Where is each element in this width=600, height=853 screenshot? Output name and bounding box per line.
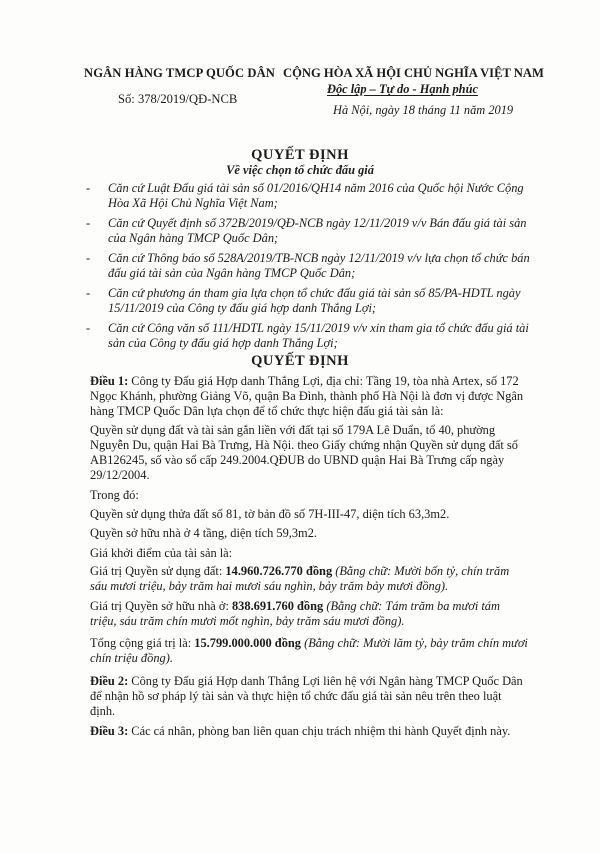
land-use-right: Quyền sử dụng thửa đất số 81, tờ bản đồ số 7H-III-47, diện tích 63,3m2. — [90, 507, 450, 521]
bullet-dash: - — [86, 321, 91, 335]
price-house: Giá trị Quyền sở hữu nhà ở: 838.691.760 đồng (Bằng chữ: Tám trăm ba mươi tám triệu, sáu trăm chín mươi mốt nghìn, bảy trăm sáu mươi đồng). — [90, 599, 500, 628]
issuing-organization: NGÂN HÀNG TMCP QUỐC DÂN — [84, 66, 275, 80]
price-house-amount: 838.691.760 đồng — [231, 599, 324, 613]
starting-price-label: Giá khởi điểm của tài sản là: — [90, 546, 233, 560]
issue-date: Hà Nội, ngày 18 tháng 11 năm 2019 — [333, 103, 514, 117]
legal-basis-item: - Căn cứ Luật Đấu giá tài sản số 01/2016/QH14 năm 2016 của Quốc hội Nước Cộng Hòa Xã Hội Chủ Nghĩa Việt Nam; — [86, 181, 524, 210]
legal-basis-item: - Căn cứ Quyết định số 372B/2019/QĐ-NCB ngày 12/11/2019 v/v Bán đấu giá tài sản của Ngân hàng TMCP Quốc Dân; — [86, 216, 527, 245]
bullet-dash: - — [86, 181, 91, 195]
document-subtitle: Về việc chọn tổ chức đấu giá — [226, 163, 374, 177]
price-land-use: Giá trị Quyền sử dụng đất: 14.960.726.770 đồng (Bằng chữ: Mười bốn tỷ, chín trăm sáu mươi triệu, bảy trăm hai mươi sáu nghìn, bảy trăm bảy mươi đồng). — [90, 564, 510, 593]
bullet-dash: - — [86, 216, 91, 230]
legal-bases-list — [86, 181, 546, 356]
price-total-amount: 15.799.000.000 đồng — [194, 636, 301, 650]
article-1-label: Điều 1: — [90, 374, 129, 388]
article-3-label: Điều 3: — [90, 724, 129, 738]
article-1: Điều 1: Công ty Đấu giá Hợp danh Thắng Lợi, địa chỉ: Tầng 19, tòa nhà Artex, số 172 Ngọc Khánh, phường Giảng Võ, quận Ba Đình, thành phố Hà Nội là đơn vị được Ngân hàng TMCP Quốc Dân lựa chọn để tổ chức thực hiện đấu giá tài sản là: — [90, 374, 524, 418]
legal-basis-item: - Căn cứ Thông báo số 528A/2019/TB-NCB ngày 12/11/2019 v/v lựa chọn tổ chức bán đấu giá tài sản của Ngân hàng TMCP Quốc Dân; — [86, 251, 530, 280]
document-title: QUYẾT ĐỊNH — [251, 147, 349, 163]
article-2-label: Điều 2: — [90, 674, 129, 688]
bullet-dash: - — [86, 251, 91, 265]
legal-basis-item: - Căn cứ phương án tham gia lựa chọn tổ chức đấu giá tài sản số 85/PA-HDTL ngày 15/11/2019 của Công ty đấu giá hợp danh Thắng Lợi; — [86, 286, 521, 315]
bullet-dash: - — [86, 286, 91, 300]
article-3: Điều 3: Các cá nhân, phòng ban liên quan chịu trách nhiệm thi hành Quyết định này. — [90, 724, 511, 738]
national-motto: Độc lập – Tự do - Hạnh phúc — [327, 82, 478, 96]
asset-description: Quyền sử dụng đất và tài sản gắn liền với đất tại số 179A Lê Duẩn, tổ 40, phường Nguyễn Du, quận Hai Bà Trưng, Hà Nội. theo Giấy chứng nhận Quyền sử dụng đất số AB126245, số vào sổ cấp 249.2004.QĐUB do UBND quận Hai Bà Trưng cấp ngày 29/12/2004. — [90, 423, 518, 482]
article-2: Điều 2: Công ty Đấu giá Hợp danh Thắng Lợi liên hệ với Ngân hàng TMCP Quốc Dân để nhận hồ sơ pháp lý tài sản và thực hiện tổ chức đấu giá tài sản nêu trên theo luật định. — [90, 674, 523, 718]
price-land-amount: 14.960.726.770 đồng — [225, 564, 333, 578]
in-which-label: Trong đó: — [90, 488, 139, 502]
legal-basis-item: - Căn cứ Công văn số 111/HDTL ngày 15/11/2019 v/v xin tham gia tổ chức đấu giá tài sản của Công ty đấu giá hợp danh Thắng Lợi; — [86, 321, 529, 350]
national-title: CỘNG HÒA XÃ HỘI CHỦ NGHĨA VIỆT NAM — [283, 66, 544, 80]
document-number: Số: 378/2019/QĐ-NCB — [118, 92, 238, 106]
decision-heading: QUYẾT ĐỊNH — [251, 353, 349, 369]
house-ownership: Quyền sở hữu nhà ở 4 tầng, diện tích 59,3m2. — [90, 526, 317, 540]
price-total: Tổng cộng giá trị là: 15.799.000.000 đồng (Bằng chữ: Mười lăm tỷ, bảy trăm chín mươi chín triệu đồng). — [90, 636, 528, 665]
